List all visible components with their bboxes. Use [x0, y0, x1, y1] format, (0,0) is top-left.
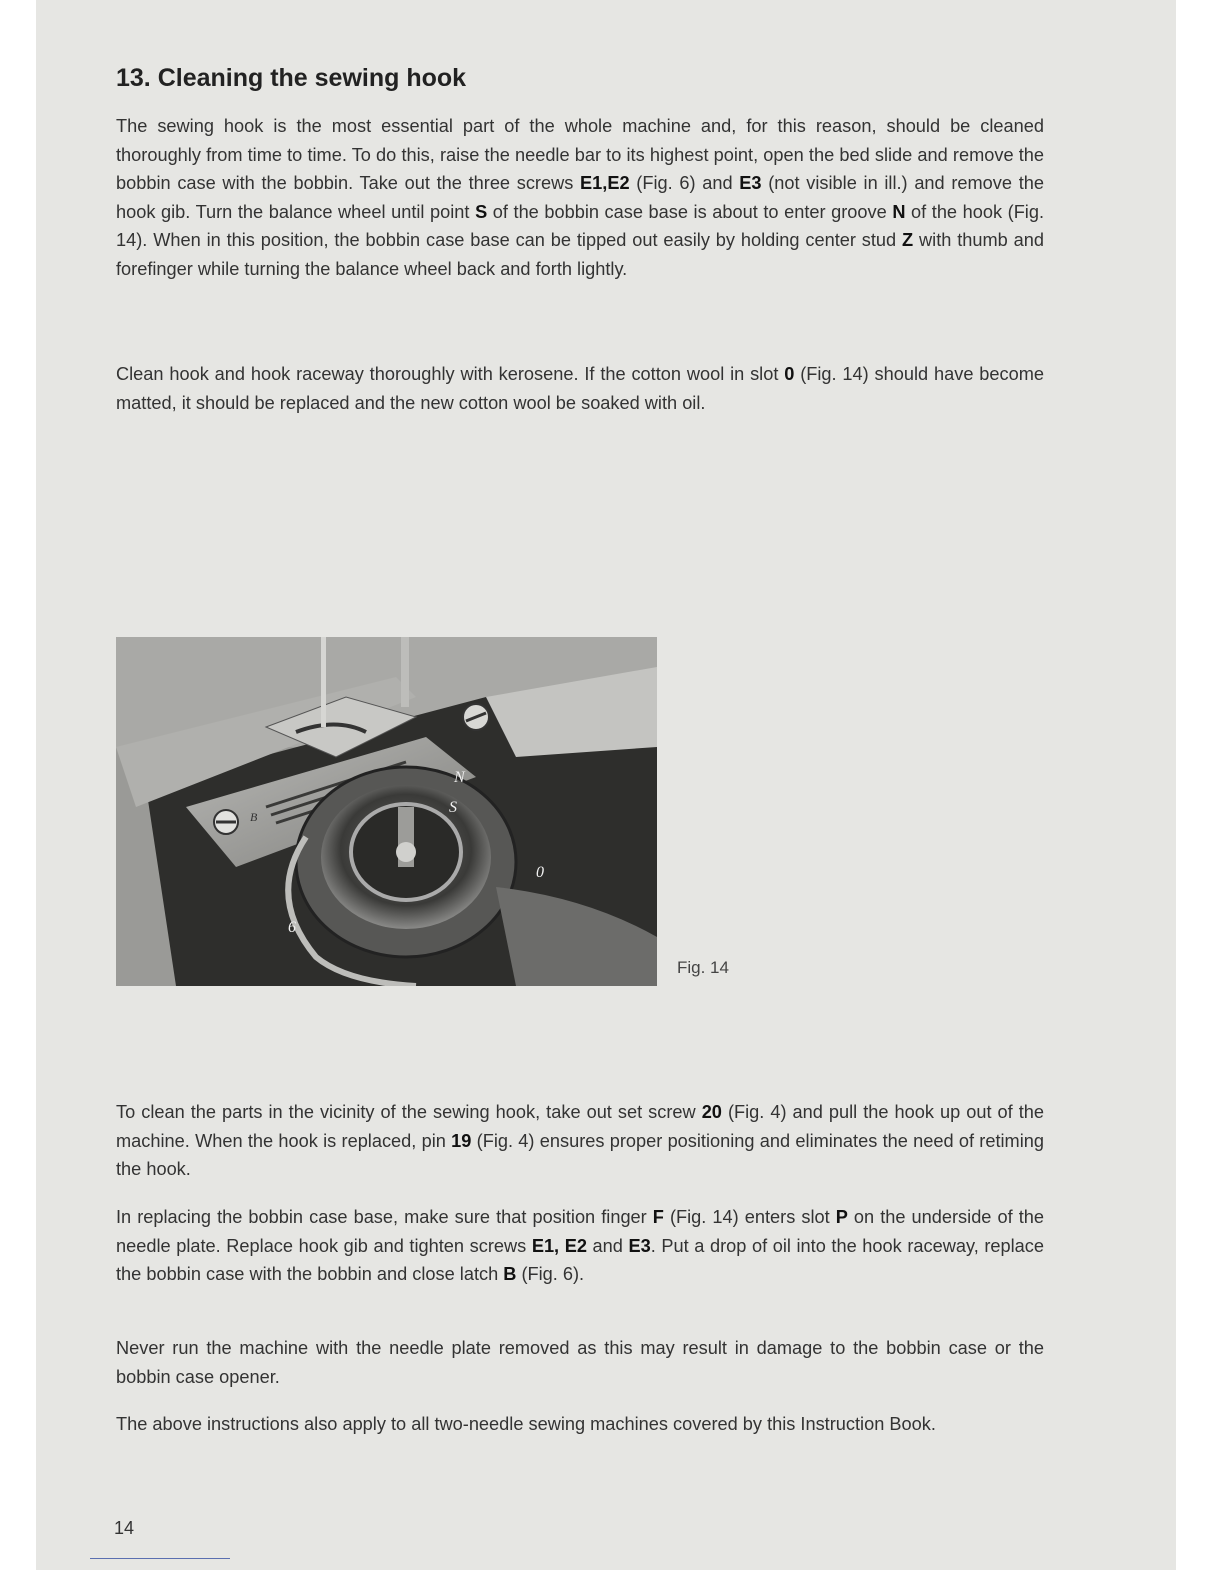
- finger-f-ref: F: [652, 1207, 664, 1227]
- paragraph-replacing-base: In replacing the bobbin case base, make sure that position finger F (Fig. 14) enters slot P on the underside of the needle plate. Replace hook gib and tighten screws E1, E2 and E3. Put a drop of oil into the hook raceway, replace the bobbin case with the bobbin and close latch B (Fig. 6).: [116, 1207, 1044, 1285]
- page-number: 14: [114, 1518, 135, 1538]
- paragraph-two-needle: The above instructions also apply to all two-needle sewing machines covered by this Instruction Book.: [116, 1414, 936, 1434]
- stud-z-ref: Z: [902, 230, 914, 251]
- paragraph-clean-raceway: Clean hook and hook raceway thoroughly with kerosene. If the cotton wool in slot 0 (Fig. 14) should have become matted, it should be replaced and the new cotton wool be soaked with oil.: [116, 364, 1044, 413]
- label-0: 0: [536, 864, 544, 881]
- label-s: S: [449, 799, 457, 816]
- groove-n-ref: N: [892, 201, 906, 222]
- label-b: B: [250, 810, 258, 824]
- label-n: N: [454, 769, 465, 786]
- latch-b-ref: B: [503, 1264, 517, 1285]
- point-s-ref: S: [475, 201, 488, 222]
- figure-14-photo: [116, 637, 657, 986]
- screw-e3-ref-2: E3: [628, 1235, 651, 1256]
- section-heading: 13. Cleaning the sewing hook: [116, 64, 467, 92]
- paragraph-vicinity-cleaning: To clean the parts in the vicinity of the sewing hook, take out set screw 20 (Fig. 4) and pull the hook up out of the machine. When the hook is replaced, pin 19 (Fig. 4) ensures proper positioning and eliminates the need of retiming the hook.: [116, 1102, 1045, 1180]
- paragraph-warning: Never run the machine with the needle plate removed as this may result in damage to the bobbin case or the bobbin case opener.: [116, 1338, 1044, 1387]
- screws-e1-e2-ref: E1,E2: [580, 173, 630, 194]
- sewing-hook-illustration: [116, 637, 657, 986]
- label-6: 6: [288, 919, 296, 936]
- slot-p-ref: P: [835, 1207, 848, 1227]
- screw-e3-ref: E3: [739, 173, 762, 194]
- slot-0-ref: 0: [784, 364, 795, 384]
- screws-e1-e2-ref-2: E1, E2: [531, 1235, 587, 1256]
- figure-caption: Fig. 14: [677, 958, 729, 977]
- paragraph-hook-removal: The sewing hook is the most essential part of the whole machine and, for this reason, should be cleaned thoroughly from time to time. To do this, raise the needle bar to its highest point, open the bed slide and remove the bobbin case with the bobbin. Take out the three screws E1,E2 (Fig. 6) and E3 (not visible in ill.) and remove the hook gib. Turn the balance wheel until point S of the bobbin case base is about to enter groove N of the hook (Fig. 14). When in this position, the bobbin case base can be tipped out easily by holding center stud Z with thumb and forefinger while turning the balance wheel back and forth lightly.: [116, 116, 1045, 279]
- footer-rule: [90, 1558, 230, 1559]
- manual-page: [36, 0, 1176, 1570]
- pin-19-ref: 19: [451, 1130, 472, 1151]
- set-screw-20-ref: 20: [701, 1102, 722, 1122]
